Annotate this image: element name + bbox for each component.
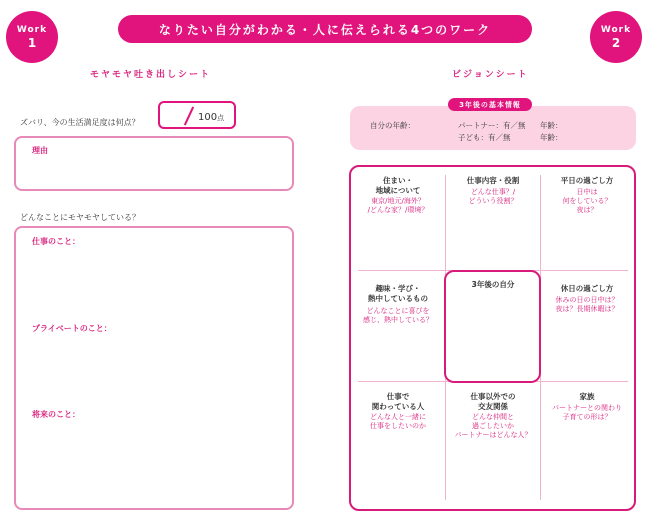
partner-label: パートナー：有／無 <box>458 121 526 130</box>
work-2-badge <box>590 11 642 63</box>
job-title: 仕事内容・役割 <box>466 176 520 185</box>
holiday-title: 休日の過ごし方 <box>560 284 614 293</box>
child-label: 子ども：有／無 <box>458 133 511 142</box>
work-1-label: Work <box>16 24 48 35</box>
work-1-number: 1 <box>27 35 37 50</box>
moyamoya-box[interactable] <box>14 226 294 510</box>
satisfaction-question: ズバリ、今の生活満足度は何点？ <box>20 118 140 127</box>
left-section-title: モヤモヤ吐き出しシート <box>90 70 212 80</box>
hobby-title: 趣味・学び・ 熱中しているもの <box>368 284 428 303</box>
weekday-sub: 日中は 何をしている？ 夜は？ <box>562 188 612 214</box>
coworker-title: 仕事で 関わっている人 <box>371 392 425 411</box>
basic-info-badge: 3年後の基本情報 <box>448 98 532 111</box>
work-1-badge <box>6 11 58 63</box>
page-title: なりたい自分がわかる・人に伝えられる4つのワーク <box>118 15 532 43</box>
family-sub: パートナーとの関わり 子育ての形は？ <box>552 404 622 421</box>
score-total: 100点 <box>198 112 225 123</box>
housing-title: 住まい・ 地域について <box>375 176 421 195</box>
friends-sub: どんな仲間と 過ごしたいか パートナーはどんな人？ <box>454 413 532 439</box>
own-age-label: 自分の年齢： <box>370 121 415 130</box>
reason-label: 理由 <box>32 146 48 155</box>
job-sub: どんな仕事？/ どういう役割？ <box>468 188 518 205</box>
work-2-number: 2 <box>611 35 621 50</box>
child-age-label: 年齢： <box>540 133 563 142</box>
friends-title: 仕事以外での 交友関係 <box>470 392 516 411</box>
private-label: プライベートのこと： <box>32 324 112 333</box>
right-section-title: ビジョンシート <box>452 70 529 80</box>
moyamoya-question: どんなことにモヤモヤしている？ <box>20 213 140 222</box>
score-slash <box>184 107 194 126</box>
holiday-sub: 休みの日の日中は？ 夜は？長期休暇は？ <box>555 296 619 313</box>
family-title: 家族 <box>579 392 595 401</box>
housing-sub: 東京/地元/海外？ /どんな家？/環境？ <box>367 197 429 214</box>
future-label: 将来のこと： <box>32 410 80 419</box>
center-title: 3年後の自分 <box>471 280 515 289</box>
work-label: 仕事のこと： <box>32 237 80 246</box>
weekday-title: 平日の過ごし方 <box>560 176 614 185</box>
coworker-sub: どんな人と一緒に 仕事をしたいのか <box>370 413 426 430</box>
score-input-box[interactable] <box>158 101 236 129</box>
hobby-sub: どんなことに喜びを 感じ、熱中している？ <box>363 307 433 324</box>
reason-box[interactable] <box>14 136 294 191</box>
partner-age-label: 年齢： <box>540 121 563 130</box>
work-2-label: Work <box>600 24 632 35</box>
